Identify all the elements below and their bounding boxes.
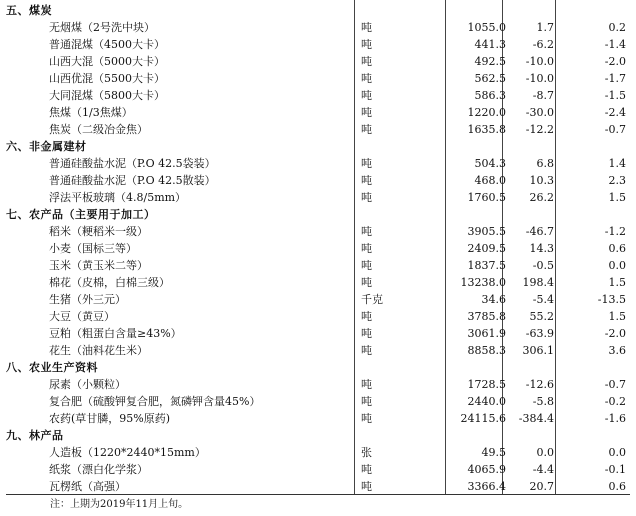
cell-price: 13238.0 xyxy=(460,276,506,289)
cell-unit: 吨 xyxy=(361,38,372,51)
cell-unit: 吨 xyxy=(361,310,372,323)
cell-name: 棉花（皮棉，白棉三级） xyxy=(49,276,170,289)
cell-name: 五、煤炭 xyxy=(6,4,52,17)
cell-name: 玉米（黄玉米二等） xyxy=(49,259,148,272)
cell-change: -30.0 xyxy=(525,106,554,119)
cell-pct: -2.0 xyxy=(604,327,626,340)
cell-name: 浮法平板玻璃（4.8/5mm） xyxy=(49,191,187,204)
cell-price: 3366.4 xyxy=(467,480,506,493)
table-row xyxy=(6,478,630,495)
table-row xyxy=(6,376,630,393)
cell-name: 尿素（小颗粒） xyxy=(49,378,126,391)
cell-name: 八、农业生产资料 xyxy=(6,361,98,374)
cell-name: 焦煤（1/3焦煤） xyxy=(49,106,133,119)
cell-price: 1220.0 xyxy=(467,106,506,119)
table-row xyxy=(6,257,630,274)
cell-change: -6.2 xyxy=(532,38,554,51)
cell-unit: 吨 xyxy=(361,378,372,391)
table-note: 注：上期为2019年11月上旬。 xyxy=(50,499,189,510)
cell-price: 3785.8 xyxy=(467,310,506,323)
cell-unit: 吨 xyxy=(361,395,372,408)
cell-price: 1728.5 xyxy=(467,378,506,391)
section-header-row xyxy=(6,206,630,223)
cell-change: -384.4 xyxy=(518,412,554,425)
cell-name: 农药(草甘膦，95%原药) xyxy=(49,412,171,425)
table-row xyxy=(6,393,630,410)
cell-price: 34.6 xyxy=(481,293,506,306)
cell-change: -12.6 xyxy=(525,378,554,391)
cell-pct: -1.5 xyxy=(604,89,626,102)
table-row xyxy=(6,461,630,478)
cell-price: 8858.3 xyxy=(467,344,506,357)
cell-name: 花生（油料花生米） xyxy=(49,344,148,357)
cell-unit: 张 xyxy=(361,446,372,459)
cell-name: 普通硅酸盐水泥（P.O 42.5袋装） xyxy=(49,157,216,170)
cell-price: 2440.0 xyxy=(467,395,506,408)
section-header-row xyxy=(6,138,630,155)
cell-change: 26.2 xyxy=(529,191,554,204)
table-row xyxy=(6,342,630,359)
cell-pct: 1.4 xyxy=(608,157,626,170)
cell-pct: -2.0 xyxy=(604,55,626,68)
cell-pct: 1.5 xyxy=(608,276,626,289)
cell-name: 焦炭（二级冶金焦） xyxy=(49,123,148,136)
cell-name: 瓦楞纸（高强） xyxy=(49,480,126,493)
cell-name: 豆粕（粗蛋白含量≥43%） xyxy=(49,327,182,340)
table-row xyxy=(6,223,630,240)
cell-price: 586.3 xyxy=(474,89,506,102)
table-row xyxy=(6,240,630,257)
table-row xyxy=(6,308,630,325)
cell-name: 生猪（外三元） xyxy=(49,293,126,306)
cell-change: -4.4 xyxy=(532,463,554,476)
table-row xyxy=(6,410,630,427)
cell-name: 普通硅酸盐水泥（P.O 42.5散装） xyxy=(49,174,216,187)
cell-price: 441.3 xyxy=(474,38,506,51)
table-row xyxy=(6,444,630,461)
cell-unit: 吨 xyxy=(361,55,372,68)
cell-name: 大同混煤（5800大卡） xyxy=(49,89,165,102)
cell-price: 468.0 xyxy=(474,174,506,187)
cell-change: -12.2 xyxy=(525,123,554,136)
cell-price: 504.3 xyxy=(474,157,506,170)
cell-change: 198.4 xyxy=(522,276,554,289)
cell-price: 562.5 xyxy=(474,72,506,85)
cell-name: 普通混煤（4500大卡） xyxy=(49,38,165,51)
cell-unit: 吨 xyxy=(361,327,372,340)
cell-change: -0.5 xyxy=(532,259,554,272)
cell-unit: 吨 xyxy=(361,123,372,136)
cell-change: 0.0 xyxy=(536,446,554,459)
cell-change: 55.2 xyxy=(529,310,554,323)
cell-unit: 吨 xyxy=(361,191,372,204)
table-row xyxy=(6,36,630,53)
cell-name: 大豆（黄豆） xyxy=(49,310,115,323)
cell-name: 复合肥（硫酸钾复合肥，氮磷钾含量45%） xyxy=(49,395,261,408)
cell-name: 七、农产品（主要用于加工） xyxy=(6,208,156,221)
cell-price: 1837.5 xyxy=(467,259,506,272)
cell-price: 492.5 xyxy=(474,55,506,68)
cell-name: 纸浆（漂白化学浆） xyxy=(49,463,148,476)
cell-unit: 吨 xyxy=(361,89,372,102)
cell-pct: -0.2 xyxy=(604,395,626,408)
cell-pct: -1.4 xyxy=(604,38,626,51)
cell-change: 10.3 xyxy=(529,174,554,187)
cell-change: 6.8 xyxy=(536,157,554,170)
cell-pct: 0.2 xyxy=(608,21,626,34)
cell-change: -46.7 xyxy=(525,225,554,238)
cell-pct: -0.1 xyxy=(604,463,626,476)
table-row xyxy=(6,87,630,104)
cell-pct: -0.7 xyxy=(604,378,626,391)
table-row xyxy=(6,104,630,121)
cell-price: 2409.5 xyxy=(467,242,506,255)
table-row xyxy=(6,189,630,206)
table-row xyxy=(6,155,630,172)
cell-price: 1760.5 xyxy=(467,191,506,204)
cell-unit: 吨 xyxy=(361,225,372,238)
cell-pct: -13.5 xyxy=(597,293,626,306)
cell-name: 无烟煤（2号洗中块） xyxy=(49,21,155,34)
cell-name: 小麦（国标三等） xyxy=(49,242,137,255)
cell-change: -5.8 xyxy=(532,395,554,408)
cell-change: -10.0 xyxy=(525,55,554,68)
cell-pct: 3.6 xyxy=(608,344,626,357)
cell-name: 九、林产品 xyxy=(6,429,64,442)
cell-pct: 0.6 xyxy=(608,242,626,255)
cell-change: 14.3 xyxy=(529,242,554,255)
cell-unit: 吨 xyxy=(361,412,372,425)
cell-unit: 吨 xyxy=(361,21,372,34)
section-header-row xyxy=(6,2,630,19)
cell-change: 306.1 xyxy=(522,344,554,357)
cell-pct: -2.4 xyxy=(604,106,626,119)
cell-price: 3905.5 xyxy=(467,225,506,238)
cell-unit: 吨 xyxy=(361,463,372,476)
section-header-row xyxy=(6,427,630,444)
cell-pct: 0.0 xyxy=(608,446,626,459)
cell-unit: 吨 xyxy=(361,157,372,170)
cell-price: 1055.0 xyxy=(467,21,506,34)
cell-unit: 吨 xyxy=(361,242,372,255)
cell-unit: 吨 xyxy=(361,276,372,289)
table-row xyxy=(6,274,630,291)
cell-price: 49.5 xyxy=(481,446,506,459)
cell-change: -8.7 xyxy=(532,89,554,102)
cell-unit: 吨 xyxy=(361,480,372,493)
table-row xyxy=(6,19,630,36)
cell-name: 山西大混（5000大卡） xyxy=(49,55,165,68)
table-row xyxy=(6,53,630,70)
cell-pct: 2.3 xyxy=(608,174,626,187)
cell-pct: 0.0 xyxy=(608,259,626,272)
cell-change: -5.4 xyxy=(532,293,554,306)
cell-pct: 1.5 xyxy=(608,310,626,323)
section-header-row xyxy=(6,359,630,376)
cell-price: 24115.6 xyxy=(460,412,506,425)
cell-change: -10.0 xyxy=(525,72,554,85)
cell-unit: 吨 xyxy=(361,174,372,187)
cell-name: 人造板（1220*2440*15mm） xyxy=(49,446,206,459)
cell-pct: -1.2 xyxy=(604,225,626,238)
cell-name: 稻米（粳稻米一级） xyxy=(49,225,148,238)
table-row xyxy=(6,172,630,189)
table-row xyxy=(6,121,630,138)
table-row xyxy=(6,70,630,87)
cell-unit: 千克 xyxy=(361,293,383,306)
cell-unit: 吨 xyxy=(361,72,372,85)
cell-change: 1.7 xyxy=(536,21,554,34)
table-row xyxy=(6,325,630,342)
cell-unit: 吨 xyxy=(361,106,372,119)
cell-unit: 吨 xyxy=(361,259,372,272)
cell-change: -63.9 xyxy=(525,327,554,340)
cell-pct: 0.6 xyxy=(608,480,626,493)
cell-pct: -1.6 xyxy=(604,412,626,425)
cell-price: 4065.9 xyxy=(467,463,506,476)
cell-name: 山西优混（5500大卡） xyxy=(49,72,165,85)
cell-name: 六、非金属建材 xyxy=(6,140,87,153)
table-row xyxy=(6,291,630,308)
cell-pct: -1.7 xyxy=(604,72,626,85)
cell-pct: 1.5 xyxy=(608,191,626,204)
cell-unit: 吨 xyxy=(361,344,372,357)
cell-price: 1635.8 xyxy=(467,123,506,136)
cell-pct: -0.7 xyxy=(604,123,626,136)
cell-change: 20.7 xyxy=(529,480,554,493)
cell-price: 3061.9 xyxy=(467,327,506,340)
